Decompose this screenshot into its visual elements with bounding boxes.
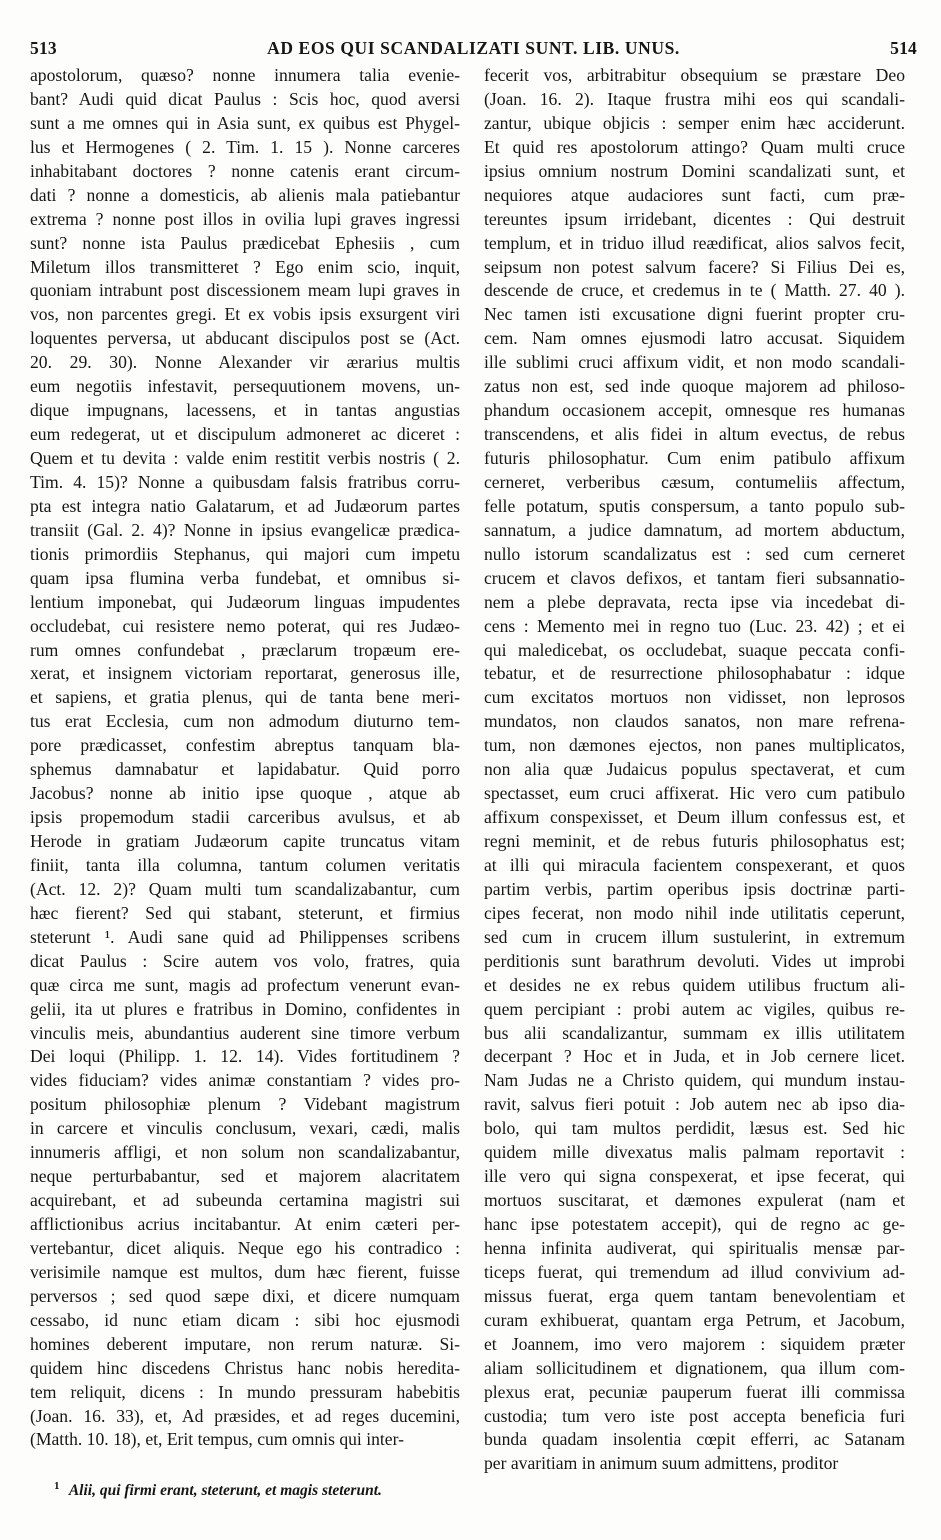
text-line: nem a plebe depravata, recta ipse via incedebat di- (484, 591, 905, 612)
footnote (54, 1476, 454, 1501)
text-line: sunt? nonne ista Paulus prædicebat Ephesiis , cum (30, 232, 460, 253)
text-line: et sapiens, et gratia plenus, qui de tanta bene meri- (30, 687, 460, 708)
text-line: positum philosophiæ plenum ? Videbant magistrum (30, 1094, 460, 1115)
footnote-text: Alii, qui firmi erant, steterunt, et magis steterunt. (68, 1482, 382, 1500)
text-line: non alia quæ Judaicus populus spectaverat, et cum (484, 759, 905, 780)
text-line: plexus erat, pecuniæ pauperum fuerat illi commissa (484, 1381, 905, 1402)
right-text-column (484, 64, 905, 1476)
running-header (30, 38, 917, 60)
text-line: lentium imponebat, qui Judæorum linguas impudentes (30, 591, 460, 612)
text-line: dicat Paulus : Scire autem vos volo, fratres, quia (30, 950, 460, 971)
text-line: Dei loqui (Philipp. 1. 12. 14). Vides fortitudinem ? (30, 1046, 460, 1067)
text-line: ipsius omnium nostrum Domini scandalizati sunt, et (484, 160, 905, 181)
text-line: vinculis meis, abundantius auderent sine timore verbum (30, 1022, 460, 1043)
text-line: crucem et clavos defixos, et tantam fieri subsannatio- (484, 567, 905, 588)
text-line: ravit, salvus fieri potuit : Job autem nec ab ipso dia- (484, 1094, 905, 1115)
text-line: et Joannem, imo vero majorem : siquidem præter (484, 1333, 905, 1354)
text-line: xerat, et insignem victoriam reportarat, generosus ille, (30, 663, 460, 684)
text-line: tum, non dæmones ejectos, non panes multiplicatos, (484, 735, 905, 756)
text-line: cerneret, verberibus cæsum, contumeliis affectum, (484, 471, 905, 492)
text-line: templum, et in triduo illud reædificat, alios salvos fecit, (484, 232, 905, 253)
text-line: cum excitatos mortuos non vidisset, non leprosos (484, 687, 905, 708)
footnote-mark: 1 (54, 1480, 60, 1492)
text-line: (Joan. 16. 33), et, Ad præsides, et ad reges ducemini, (30, 1405, 460, 1426)
text-line: pta est integra natio Galatarum, et ad Judæorum partes (30, 495, 460, 516)
text-line: bunda quadam insolentia cœpit efferri, ac Satanam (484, 1429, 905, 1450)
text-line: fecerit vos, arbitrabitur obsequium se præstare Deo (484, 65, 905, 85)
text-line: phandum occasionem accepit, omnesque res humanas (484, 400, 905, 421)
text-line: seipsum non potest salvum facere? Si Filius Dei es, (484, 256, 905, 277)
text-line: vos, non parcentes gregi. Et ex vobis ipsis exsurgent viri (30, 304, 460, 325)
text-line: quem percipiant : probi autem ac vigiles, quibus re- (484, 998, 905, 1019)
text-line: tebatur, et de resurrectione philosophabatur : idque (484, 663, 905, 684)
text-line: bant? Audi quid dicat Paulus : Scis hoc, quod aversi (30, 88, 460, 109)
running-title: AD EOS QUI SCANDALIZATI SUNT. LIB. UNUS. (267, 38, 680, 58)
text-line: tem reliquit, dicens : In mundo pressuram habebitis (30, 1381, 460, 1402)
text-line: sannatum, a judice damnatum, ad mortem abductum, (484, 519, 905, 540)
text-line: acquirebant, et ad subeunda certamina magistri sui (30, 1190, 460, 1211)
text-line: spectasset, eum cruci affixerat. Hic vero cum patibulo (484, 783, 905, 804)
text-line: qui maledicebat, os occludebat, suaque peccata confi- (484, 639, 905, 660)
text-line: homines deberent imputare, non rerum naturæ. Si- (30, 1333, 460, 1354)
text-line: Jacobus? nonne ab initio ipse quoque , atque ab (30, 783, 460, 804)
text-line: (Matth. 10. 18), et, Erit tempus, cum omnis qui inter- (30, 1429, 404, 1450)
text-line: quidem hinc discedens Christus hanc nobis heredita- (30, 1357, 460, 1378)
text-line: tus erat Ecclesia, cum non admodum diuturno tem- (30, 711, 460, 732)
text-line: mortuos suscitarat, et dæmones expulerat (nam et (484, 1190, 905, 1211)
text-line: nullo istorum scandalizatus est : sed cum cerneret (484, 543, 905, 564)
text-line: bolo, qui tam multos perdidit, læsus est. Sed hic (484, 1118, 905, 1139)
text-line: 20. 29. 30). Nonne Alexander vir ærarius multis (30, 352, 460, 373)
text-line: loquentes perversa, ut abducant discipulos post se (Act. (30, 328, 460, 349)
text-line: sed cum in crucem illum sustulerint, in extremum (484, 926, 905, 947)
text-line: nequiores atque audaciores sunt facti, cum præ- (484, 184, 905, 205)
text-line: decerpant ? Hoc et in Juda, et in Job cernere licet. (484, 1046, 905, 1067)
text-line: afflictionibus acrius incitabantur. At enim cæteri per- (30, 1214, 460, 1234)
text-line: hæc fierent? Sed qui stabant, steterunt, et firmius (30, 902, 460, 923)
text-line: sunt a me omnes qui in Asia sunt, ex quibus est Phygel- (30, 112, 460, 133)
text-line: curam exhibuerat, quantam erga Petrum, et Jacobum, (484, 1309, 905, 1330)
text-line: custodia; tum vero iste post accepta beneficia furi (484, 1405, 905, 1426)
text-line: tereuntes ipsum irridebant, dicentes : Qui destruit (484, 208, 905, 229)
text-line: cipes fecerat, non modo nihil inde utilitatis ceperunt, (484, 902, 905, 923)
text-line: mundatos, non claudos sanatos, non mare refrena- (484, 711, 905, 732)
text-line: innumeris affligi, et non solum non scandalizabantur, (30, 1142, 460, 1163)
text-line: finiit, tanta illa columna, tantum columen veritatis (30, 854, 460, 875)
text-line: transiit (Gal. 2. 4)? Nonne in ipsius evangelicæ prædica- (30, 519, 460, 540)
text-line: vides fiduciam? vides animæ constantiam ? vides pro- (30, 1070, 460, 1091)
text-line: eum negotiis infestavit, persequutionem movens, un- (30, 376, 460, 397)
text-line: (Act. 12. 2)? Quam multi tum scandalizabantur, cum (30, 878, 460, 899)
text-line: cessabo, id nunc etiam dicam : sibi hoc ejusmodi (30, 1309, 460, 1330)
text-line: dati ? nonne a domesticis, ab alienis mala patiebantur (30, 184, 460, 205)
text-line: pore prædicasset, confestim abreptus tanquam bla- (30, 735, 460, 756)
text-line: perversos ; sed quod sæpe dixi, et dicere numquam (30, 1285, 460, 1306)
text-line: partim verbis, partim operibus ipsis doctrinæ parti- (484, 878, 905, 899)
text-line: Herode in gratiam Judæorum capite truncatus vitam (30, 831, 460, 851)
text-line: missus fuerat, erga quem tantam benevolentiam et (484, 1285, 905, 1306)
text-line: zatus non est, sed inde quoque majorem ad philoso- (484, 376, 905, 397)
text-line: Miletum illos transmitteret ? Ego enim scio, inquit, (30, 256, 460, 277)
text-line: transcendens, et alis fidei in altum evectus, de rebus (484, 424, 905, 445)
text-line: henna infinita audiverat, qui spiritualis mensæ par- (484, 1237, 905, 1258)
text-line: hanc ipse potestatem accepit), qui de regno ac ge- (484, 1214, 905, 1234)
text-line: at illi qui miracula facientem conspexerant, et quos (484, 854, 905, 875)
text-line: (Joan. 16. 2). Itaque frustra mihi eos qui scandali- (484, 88, 905, 109)
text-line: cem. Nam omnes ejusmodi latro accusat. Siquidem (484, 328, 905, 349)
text-line: Nam Judas ne a Christo quidem, qui mundum instau- (484, 1070, 905, 1091)
page-number-right: 514 (890, 38, 917, 58)
text-line: occludebat, cui resistere nemo poterat, qui res Judæo- (30, 615, 460, 636)
text-line: Et quid res apostolorum attingo? Quam multi cruce (484, 136, 905, 157)
text-line: regni meminit, et de rebus futuris philosophatus est; (484, 831, 905, 851)
text-line: rum omnes confundebat , præclarum tropæum ere- (30, 639, 460, 660)
text-line: zantur, ubique objicis : semper enim hæc acciderunt. (484, 112, 905, 133)
text-line: Nec tamen isti excusatione digni fuerint propter cru- (484, 304, 905, 325)
text-line: quæ circa me sunt, magis ad profectum venerunt evan- (30, 974, 460, 995)
text-line: futuris philosophatur. Cum enim patibulo affixum (484, 448, 905, 468)
text-line: ille sublimi cruci affixum vidit, et non modo scandali- (484, 352, 905, 373)
text-line: affixum conspexisset, et Deum illum confessus est, et (484, 807, 905, 828)
text-line: inhabitabant doctores ? nonne catenis erant circum- (30, 160, 460, 181)
text-line: perditionis sunt barathrum devoluti. Vides ut improbi (484, 950, 905, 971)
text-line: verisimile namque est multos, dum hæc fierent, fuisse (30, 1261, 460, 1282)
left-text-column (30, 64, 460, 1452)
text-line: aliam sollicitudinem et dignationem, qua illum com- (484, 1357, 905, 1378)
text-line: et desides ne ex rebus quidem utilibus fructum ali- (484, 974, 905, 995)
text-line: dique impugnans, lacessens, et in tantas angustias (30, 400, 460, 421)
text-line: per avaritiam in animum suum admittens, proditor (484, 1453, 839, 1474)
text-line: quam ipsa flumina verba fundebat, et omnibus si- (30, 567, 460, 588)
text-line: cens : Memento mei in regno tuo (Luc. 23. 42) ; et ei (484, 615, 905, 636)
text-line: neque perturbabantur, sed et majorem alacritatem (30, 1166, 460, 1187)
text-line: vertebantur, dicet aliquis. Neque ego his contradico : (30, 1237, 460, 1258)
text-line: bus alii scandalizantur, summam ex illis utilitatem (484, 1022, 905, 1043)
text-line: ipsis propemodum stadii carceribus avulsus, et ab (30, 807, 460, 828)
text-line: quidem mille divexatus malis palmam reportavit : (484, 1142, 905, 1163)
text-line: Tim. 4. 15)? Nonne a quibusdam falsis fratribus corru- (30, 471, 460, 492)
text-line: descende de cruce, et credemus in te ( Matth. 27. 40 ). (484, 280, 905, 301)
text-line: gelii, ita ut plures e fratribus in Domino, confidentes in (30, 998, 460, 1019)
text-line: ille vero qui signa conspexerat, et ipse fecerat, qui (484, 1166, 905, 1187)
text-line: felle potatum, sputis conspersum, a tanto populo sub- (484, 495, 905, 516)
text-line: sphemus damnabatur et lapidabatur. Quid porro (30, 759, 460, 780)
text-line: eum redegerat, ut et discipulum admoneret ac diceret : (30, 424, 460, 445)
text-line: in carcere et vinculis conclusum, vexari, cædi, malis (30, 1118, 460, 1139)
text-line: steterunt ¹. Audi sane quid ad Philippenses scribens (30, 926, 460, 947)
text-line: ticeps fuerat, qui tremendum ad illud convivium ad- (484, 1261, 905, 1282)
text-line: lus et Hermogenes ( 2. Tim. 1. 15 ). Nonne carceres (30, 136, 460, 157)
text-line: extrema ? nonne post illos in ovilia lupi graves ingressi (30, 208, 460, 229)
text-line: Quem et tu devita : valde enim restitit verbis nostris ( 2. (30, 448, 460, 468)
page-number-left: 513 (30, 38, 57, 58)
text-line: quoniam intrabunt post discessionem meam lupi graves in (30, 280, 460, 301)
text-line: apostolorum, quæso? nonne innumera talia evenie- (30, 65, 460, 85)
text-line: tionis primordiis Stephanus, qui majori cum impetu (30, 543, 460, 564)
